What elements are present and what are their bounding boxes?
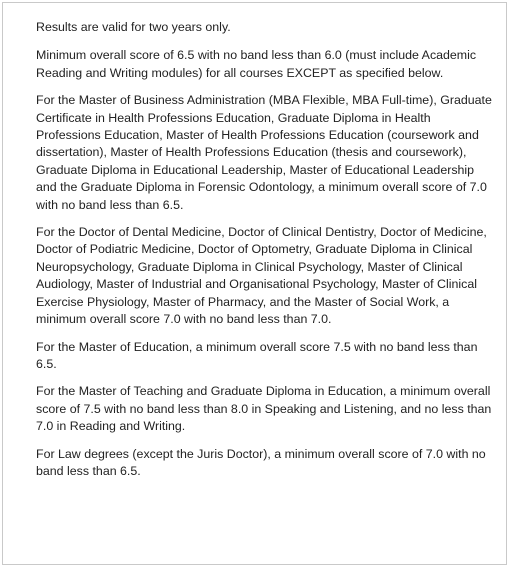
clinical-doctorate-requirement: For the Doctor of Dental Medicine, Doctor of Clinical Dentistry, Doctor of Medicine, Doctor of Podiatric Medicine, Doctor of Optometry, Graduate Diploma in Clinical Neuropsychology, Graduate Diploma in Clinical Psychology, Master of Clinical Audiology, Master of Industrial and Organisational Psychology, Master of Clinical Exercise Physiology, Master of Pharmacy, and the Master of Social Work, a minimum overall score 7.0 with no band less than 7.0.: [36, 225, 487, 327]
mba-health-education-requirement: For the Master of Business Administration (MBA Flexible, MBA Full-time), Graduate Certificate in Health Professions Education, Graduate Diploma in Health Professions Education, Master of Health Professions Education (coursework and dissertation), Master of Health Professions Education (thesis and coursework), Graduate Diploma in Educational Leadership, Master of Educational Leadership and the Graduate Diploma in Forensic Odontology, a minimum overall score of 7.0 with no band less than 6.5.: [36, 93, 492, 212]
master-of-education-requirement: For the Master of Education, a minimum overall score 7.5 with no band less than 6.5.: [36, 339, 478, 371]
validity-note: Results are valid for two years only.: [36, 20, 231, 34]
requirements-panel: [2, 2, 507, 565]
law-degrees-requirement: For Law degrees (except the Juris Doctor), a minimum overall score of 7.0 with no band less than 6.5.: [36, 446, 486, 478]
general-requirement: Minimum overall score of 6.5 with no band less than 6.0 (must include Academic Reading and Writing modules) for all courses EXCEPT as specified below.: [36, 48, 477, 80]
master-of-teaching-requirement: For the Master of Teaching and Graduate Diploma in Education, a minimum overall score of 7.5 with no band less than 8.0 in Speaking and Listening, and no less than 7.0 in Reading and Writing.: [36, 384, 492, 434]
